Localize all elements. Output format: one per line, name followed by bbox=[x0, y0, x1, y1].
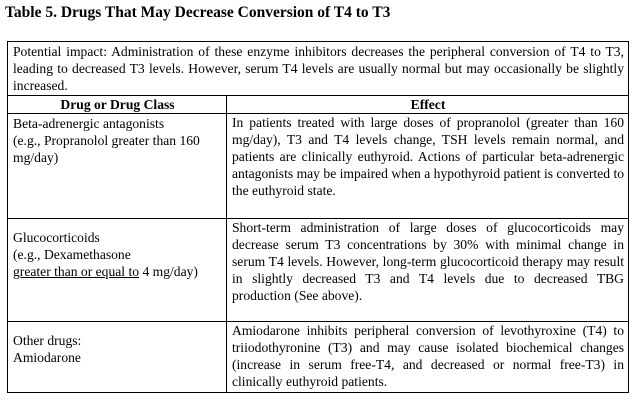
table-row bbox=[8, 322, 629, 393]
drug-example: Amiodarone bbox=[13, 350, 81, 365]
drug-example: (e.g., Propranolol greater than 160 mg/day) bbox=[13, 133, 200, 165]
drug-example-prefix: (e.g., Dexamethasone bbox=[13, 247, 131, 262]
table-row bbox=[8, 114, 629, 219]
table-caption: Table 5. Drugs That May Decrease Conversion of T4 to T3 bbox=[5, 4, 391, 21]
table-row bbox=[8, 219, 629, 322]
drug-class: Beta-adrenergic antagonists bbox=[13, 116, 165, 131]
drug-class: Other drugs: bbox=[13, 333, 82, 348]
header-row bbox=[8, 96, 629, 114]
drug-cell bbox=[8, 322, 227, 393]
impact-note: Potential impact: Administration of these enzyme inhibitors decreases the peripheral conversion of T4 to T3, leading to decreased T3 levels. However, serum T4 levels are usually normal but may occasionally be slightly increased. bbox=[8, 42, 629, 96]
effect-cell: In patients treated with large doses of propranolol (greater than 160 mg/day), T3 and T4 levels change, TSH levels remain normal, and patients are clinically euthyroid. Actions of particular beta-adrenergic antagonists may be impaired when a hypothyroid patient is converted to the euthyroid state. bbox=[227, 114, 629, 219]
drug-example-suffix: 4 mg/day) bbox=[139, 264, 198, 279]
drug-cell bbox=[8, 114, 227, 219]
drug-example-underlined: greater than or equal to bbox=[13, 264, 140, 279]
drug-class: Glucocorticoids bbox=[13, 230, 100, 245]
impact-row bbox=[8, 42, 629, 96]
column-header-drug: Drug or Drug Class bbox=[8, 96, 227, 114]
effect-cell: Short-term administration of large doses of glucocorticoids may decrease serum T3 concentrations by 30% with minimal change in serum T4 levels. However, long-term glucocorticoid therapy may result in slightly decreased T3 and T4 levels due to decreased TBG production (See above). bbox=[227, 219, 629, 322]
drug-cell bbox=[8, 219, 227, 322]
effect-cell: Amiodarone inhibits peripheral conversion of levothyroxine (T4) to triiodothyronine (T3) and may cause isolated biochemical changes (increase in serum free-T4, and decreased or normal free-T3) in clinically euthyroid patients. bbox=[227, 322, 629, 393]
drug-table bbox=[7, 41, 629, 393]
column-header-effect: Effect bbox=[227, 96, 629, 114]
